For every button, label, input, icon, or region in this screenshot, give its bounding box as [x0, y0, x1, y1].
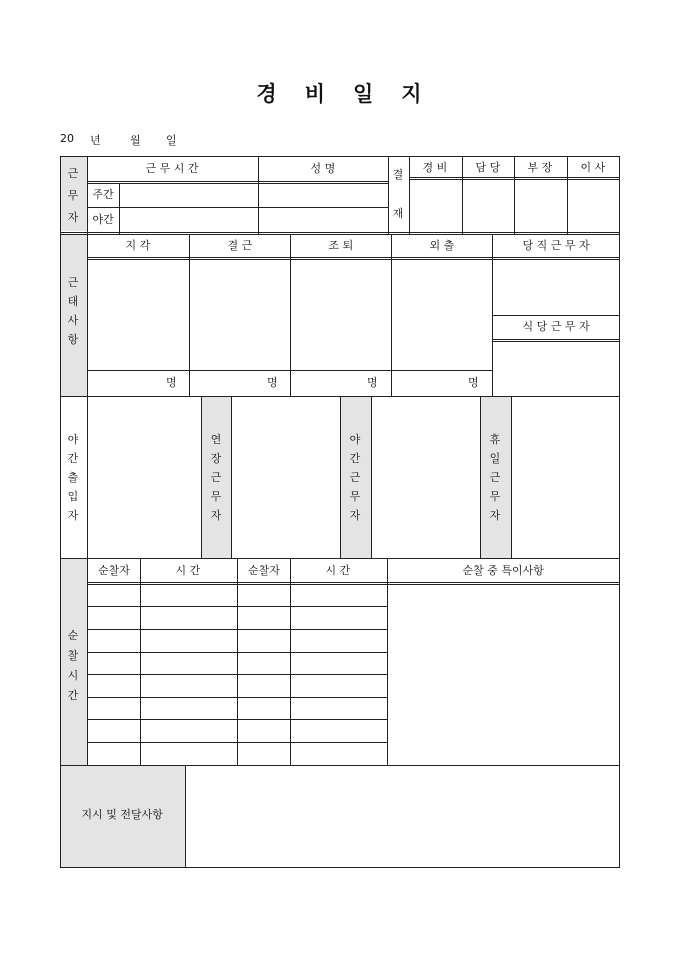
- patrol-row-line-1: [87, 629, 388, 630]
- date-month: 월: [130, 134, 141, 147]
- approval-role-3: 이 사: [580, 161, 606, 174]
- overtime-label: 연 장 근 무 자: [210, 433, 222, 522]
- rule-v: [290, 234, 291, 397]
- rule-h: [492, 341, 620, 342]
- night-work-label: 야 간 근 무 자: [349, 433, 361, 522]
- approval-side-label-1: 결: [392, 168, 404, 181]
- rule-v: [290, 558, 291, 766]
- rule-v: [237, 558, 238, 766]
- patrol-row-line-2: [87, 652, 388, 653]
- rule-v: [391, 234, 392, 397]
- rule-v: [371, 396, 372, 559]
- approval-side-label-2: 재: [392, 207, 404, 220]
- rule-v: [409, 156, 410, 234]
- rule-h: [60, 765, 620, 766]
- rule-v: [340, 396, 341, 559]
- page-title: [0, 78, 680, 108]
- date-day: 일: [166, 134, 177, 147]
- patrol-time-header-2: 시 간: [325, 564, 351, 577]
- rule-h: [60, 558, 620, 559]
- rule-h: [87, 259, 620, 260]
- rule-h: [492, 339, 620, 340]
- rule-v: [387, 558, 388, 766]
- rule-v: [480, 396, 481, 559]
- patrol-row-line-5: [87, 719, 388, 720]
- frame-left: [60, 156, 61, 868]
- rule-v: [511, 396, 512, 559]
- attendance-count-unit-1: 명: [267, 376, 278, 389]
- rule-v: [258, 156, 259, 234]
- patrol-row-line-3: [87, 674, 388, 675]
- attendance-col-0: 지 각: [125, 239, 151, 252]
- title-char-0: 경: [256, 81, 279, 106]
- rule-v: [514, 156, 515, 234]
- attendance-count-unit-2: 명: [367, 376, 378, 389]
- rule-h: [87, 183, 389, 184]
- on-duty-label: 당 직 근 무 자: [522, 239, 590, 252]
- patroller-header-2: 순찰자: [248, 564, 280, 577]
- attendance-count-unit-3: 명: [468, 376, 479, 389]
- rule-h: [87, 582, 620, 583]
- rule-v: [462, 156, 463, 234]
- patrol-side-label: 순 찰 시 간: [67, 629, 79, 702]
- title-char-1: 비: [304, 81, 327, 106]
- rule-h: [87, 181, 389, 182]
- rule-v: [119, 183, 120, 234]
- attendance-count-unit-0: 명: [166, 376, 177, 389]
- holiday-work-label: 휴 일 근 무 자: [489, 433, 501, 522]
- patrol-notes-header: 순찰 중 특이사항: [462, 564, 544, 577]
- frame-top: [60, 156, 620, 157]
- approval-role-2: 부 장: [527, 161, 553, 174]
- rule-h: [87, 584, 620, 585]
- date-year-prefix: 20: [60, 132, 74, 145]
- rule-v: [87, 156, 88, 234]
- approval-role-0: 경 비: [422, 161, 448, 174]
- rule-h: [87, 370, 493, 371]
- rule-v: [388, 156, 389, 234]
- attendance-side-label: 근 태 사 항: [67, 276, 79, 346]
- rule-v: [87, 396, 88, 559]
- patrol-row-line-4: [87, 697, 388, 698]
- rule-h: [60, 234, 620, 235]
- patroller-header-1: 순찰자: [98, 564, 130, 577]
- rule-h: [492, 315, 620, 316]
- title-char-3: 지: [401, 81, 424, 106]
- duty-name-header: 성 명: [310, 162, 336, 175]
- patrol-time-header-1: 시 간: [175, 564, 201, 577]
- rule-h: [60, 232, 620, 233]
- patrol-row-line-6: [87, 742, 388, 743]
- frame-bottom: [60, 867, 620, 868]
- rule-v: [231, 396, 232, 559]
- attendance-col-2: 조 퇴: [328, 239, 354, 252]
- rule-h: [87, 257, 620, 258]
- day-shift-label: 주간: [92, 188, 114, 201]
- rule-v: [201, 396, 202, 559]
- attendance-col-3: 외 출: [429, 239, 455, 252]
- rule-v: [140, 558, 141, 766]
- patrol-row-line-0: [87, 606, 388, 607]
- rule-v: [189, 234, 190, 397]
- duty-side-label: 근 무 자: [67, 167, 79, 224]
- rule-v: [87, 558, 88, 766]
- cafeteria-duty-label: 식 당 근 무 자: [522, 320, 590, 333]
- night-shift-label: 야간: [92, 213, 114, 226]
- instructions-label: 지시 및 전달사항: [81, 808, 163, 821]
- night-visitors-label: 야 간 출 입 자: [67, 433, 79, 522]
- approval-role-1: 담 당: [475, 161, 501, 174]
- date-year: 년: [90, 134, 101, 147]
- rule-v: [567, 156, 568, 234]
- attendance-col-1: 결 근: [227, 239, 253, 252]
- rule-h: [87, 207, 389, 208]
- frame-right: [619, 156, 620, 868]
- duty-time-header: 근 무 시 간: [145, 162, 199, 175]
- title-char-2: 일: [353, 81, 376, 106]
- rule-v: [185, 765, 186, 868]
